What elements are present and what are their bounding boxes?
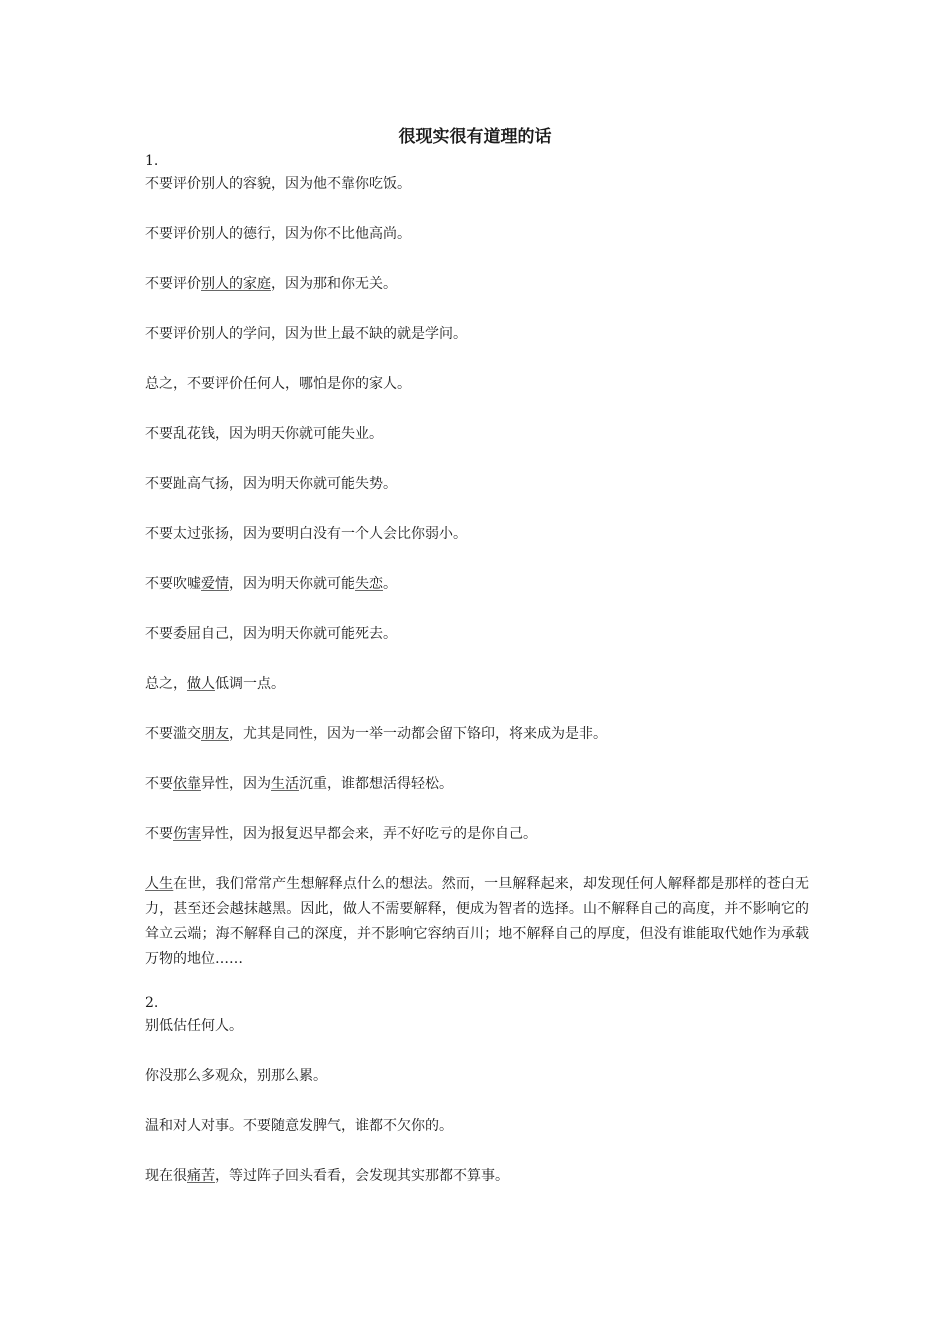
text-line: 温和对人对事。不要随意发脾气，谁都不欠你的。: [145, 1118, 453, 1134]
text-span: 沉重，谁都想活得轻松。: [299, 776, 453, 792]
text-line: [145, 572, 809, 596]
text-span: 异性，因为: [201, 776, 271, 792]
inline-link[interactable]: 痛苦: [187, 1168, 215, 1184]
text-span: 。: [383, 576, 397, 592]
inline-link[interactable]: 人生: [145, 876, 174, 892]
text-span: 低调一点。: [215, 676, 285, 692]
section-number: 2.: [145, 995, 159, 1011]
text-line: 不要趾高气扬，因为明天你就可能失势。: [145, 476, 397, 492]
text-span: ，等过阵子回头看看，会发现其实那都不算事。: [215, 1168, 509, 1184]
inline-link[interactable]: 依靠: [173, 776, 201, 792]
inline-link[interactable]: 做人: [187, 676, 215, 692]
text-span: ，因为明天你就可能: [229, 576, 355, 592]
inline-link[interactable]: 失恋: [355, 576, 383, 592]
text-line: 不要委屈自己，因为明天你就可能死去。: [145, 626, 397, 642]
paragraph: [145, 872, 809, 972]
document-body: [145, 150, 809, 1188]
text-line: 不要评价别人的德行，因为你不比他高尚。: [145, 226, 411, 242]
text-span: 不要: [145, 776, 173, 792]
section-number: 1.: [145, 153, 159, 169]
text-line: [145, 772, 809, 796]
text-span: 现在很: [145, 1168, 187, 1184]
text-line: [145, 272, 809, 296]
text-line: 不要太过张扬，因为要明白没有一个人会比你弱小。: [145, 526, 467, 542]
text-line: [145, 1164, 809, 1188]
text-span: 不要评价: [145, 276, 201, 292]
text-line: 不要乱花钱，因为明天你就可能失业。: [145, 426, 383, 442]
text-span: 不要: [145, 826, 173, 842]
text-line: [145, 822, 809, 846]
text-line: 别低估任何人。: [145, 1018, 243, 1034]
text-line: 不要评价别人的学问，因为世上最不缺的就是学问。: [145, 326, 467, 342]
text-line: [145, 722, 809, 746]
text-span: 在世，我们常常产生想解释点什么的想法。然而，一旦解释起来，却发现任何人解释都是那样的苍白无力，甚至还会越抹越黑。因此，做人不需要解释，便成为智者的选择。山不解释自己的高度，并不影响它的耸立云端；海不解释自己的深度，并不影响它容纳百川；地不解释自己的厚度，但没有谁能取代她作为承载万物的地位……: [145, 876, 810, 967]
inline-link[interactable]: 朋友: [201, 726, 229, 742]
inline-link[interactable]: 别人的家庭: [201, 276, 271, 292]
text-line: 总之，不要评价任何人，哪怕是你的家人。: [145, 376, 411, 392]
inline-link[interactable]: 生活: [271, 776, 299, 792]
inline-link[interactable]: 伤害: [173, 826, 201, 842]
text-line: 不要评价别人的容貌，因为他不靠你吃饭。: [145, 176, 411, 192]
document-title: 很现实很有道理的话: [398, 127, 552, 147]
text-span: ，因为那和你无关。: [271, 276, 397, 292]
text-span: 总之，: [145, 676, 187, 692]
text-span: ，尤其是同性，因为一举一动都会留下铬印，将来成为是非。: [229, 726, 607, 742]
inline-link[interactable]: 爱情: [201, 576, 229, 592]
text-span: 异性，因为报复迟早都会来，弄不好吃亏的是你自己。: [201, 826, 537, 842]
text-span: 不要吹嘘: [145, 576, 201, 592]
text-line: [145, 672, 809, 696]
text-line: 你没那么多观众，别那么累。: [145, 1068, 327, 1084]
text-span: 不要滥交: [145, 726, 201, 742]
